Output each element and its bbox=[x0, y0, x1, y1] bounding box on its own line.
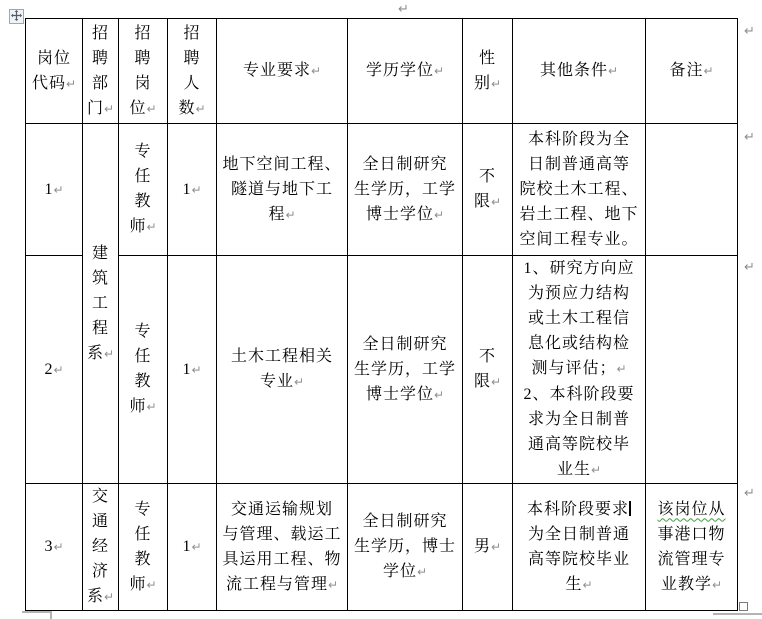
pilcrow-mark: ↵ bbox=[744, 130, 755, 145]
pilcrow-mark: ↵ bbox=[616, 362, 627, 376]
cell-r3-degree[interactable] bbox=[348, 484, 463, 611]
text-cursor bbox=[629, 501, 631, 516]
cell-text: 专 任 教 师↵ bbox=[129, 323, 157, 415]
header-conditions[interactable] bbox=[513, 19, 646, 124]
header-degree-label: 学历学位↵ bbox=[365, 62, 445, 79]
header-gender[interactable] bbox=[463, 19, 513, 124]
pilcrow-mark: ↵ bbox=[490, 375, 502, 389]
header-headcount-label: 招 聘 人 数↵ bbox=[178, 24, 206, 117]
pilcrow-mark: ↵ bbox=[53, 540, 64, 554]
pilcrow-mark: ↵ bbox=[146, 220, 157, 234]
cell-r3-code[interactable] bbox=[26, 484, 83, 611]
pilcrow-mark: ↵ bbox=[433, 64, 445, 78]
pilcrow-mark: ↵ bbox=[195, 101, 206, 116]
pilcrow-mark: ↵ bbox=[433, 387, 445, 402]
cell-r3-position[interactable] bbox=[119, 484, 168, 611]
cell-text: 本科阶段要求 为全日制普通 高等院校毕业 生↵ bbox=[526, 500, 630, 593]
cell-text: 建 筑 工 程 系↵ bbox=[86, 244, 115, 362]
pilcrow-mark: ↵ bbox=[744, 260, 755, 275]
cell-text: 1↵ bbox=[182, 180, 202, 198]
pilcrow-mark: ↵ bbox=[285, 207, 296, 222]
paragraph-mark-above-table bbox=[398, 2, 412, 16]
cell-r1-headcount[interactable] bbox=[168, 124, 217, 256]
end-of-row-mark bbox=[744, 130, 758, 144]
pilcrow-mark: ↵ bbox=[744, 486, 755, 501]
pilcrow-mark: ↵ bbox=[398, 2, 409, 17]
pilcrow-mark: ↵ bbox=[146, 101, 157, 116]
cell-text: 3↵ bbox=[44, 538, 64, 555]
header-code[interactable] bbox=[26, 19, 83, 124]
cell-text: 专 任 教 师↵ bbox=[129, 143, 157, 235]
cell-text: 本科阶段为全 日制普通高等 院校土木工程、 岩土工程、地下 空间工程专业。 bbox=[519, 131, 639, 248]
header-gender-label: 性 别↵ bbox=[473, 49, 502, 92]
cell-r2-conditions[interactable] bbox=[513, 256, 646, 484]
cell-text: 交通运输规划 与管理、载运工 具运用工程、物 流工程与管理↵ bbox=[222, 500, 342, 593]
cell-text-grammar-underline: 该岗位从 bbox=[657, 500, 726, 518]
cutoff-gray-box-bottom-left bbox=[22, 611, 52, 619]
header-position[interactable] bbox=[119, 19, 168, 124]
move-arrows-icon bbox=[11, 8, 22, 26]
header-conditions-label: 其他条件↵ bbox=[539, 62, 619, 79]
cell-r1-major[interactable] bbox=[217, 124, 348, 256]
table-row bbox=[26, 256, 738, 484]
pilcrow-mark: ↵ bbox=[490, 76, 502, 91]
cell-text: 1↵ bbox=[44, 180, 64, 198]
pilcrow-mark: ↵ bbox=[146, 577, 157, 592]
pilcrow-mark: ↵ bbox=[103, 590, 115, 604]
pilcrow-mark: ↵ bbox=[293, 375, 305, 389]
cell-text: 1↵ bbox=[182, 538, 202, 555]
cell-text: 全日制研究 生学历，工学 博士学位↵ bbox=[353, 335, 456, 403]
table-row bbox=[26, 124, 738, 256]
pilcrow-mark: ↵ bbox=[65, 76, 77, 91]
header-code-label: 岗位 代码↵ bbox=[31, 49, 77, 92]
cell-department-merged[interactable] bbox=[83, 124, 119, 484]
pilcrow-mark: ↵ bbox=[327, 577, 339, 592]
pilcrow-mark: ↵ bbox=[191, 540, 202, 554]
pilcrow-mark: ↵ bbox=[146, 400, 157, 414]
header-department-label: 招 聘 部 门↵ bbox=[86, 24, 115, 117]
pilcrow-mark: ↵ bbox=[607, 64, 619, 78]
pilcrow-mark: ↵ bbox=[744, 24, 755, 39]
cell-r3-major[interactable] bbox=[217, 484, 348, 611]
cell-r2-degree[interactable] bbox=[348, 256, 463, 484]
cell-text: 全日制研究 生学历，博士 学位↵ bbox=[353, 513, 456, 580]
header-major[interactable] bbox=[217, 19, 348, 124]
cell-r2-code[interactable] bbox=[26, 256, 83, 484]
pilcrow-mark: ↵ bbox=[490, 195, 502, 209]
header-degree[interactable] bbox=[348, 19, 463, 124]
header-row bbox=[26, 19, 738, 124]
end-of-row-mark bbox=[744, 24, 758, 38]
cell-r3-gender[interactable] bbox=[463, 484, 513, 611]
header-headcount[interactable] bbox=[168, 19, 217, 124]
cell-r2-major[interactable] bbox=[217, 256, 348, 484]
header-position-label: 招 聘 岗 位↵ bbox=[129, 24, 157, 117]
cell-text: 地下空间工程、 隧道与地下工 程↵ bbox=[222, 155, 342, 223]
cell-text: 2↵ bbox=[44, 360, 64, 378]
header-major-label: 专业要求↵ bbox=[242, 62, 322, 79]
table-row bbox=[26, 484, 738, 611]
end-of-row-mark bbox=[744, 260, 758, 274]
cell-text: 男↵ bbox=[473, 538, 502, 555]
cell-text: 全日制研究 生学历，工学 博士学位↵ bbox=[353, 155, 456, 223]
header-department[interactable] bbox=[83, 19, 119, 124]
pilcrow-mark: ↵ bbox=[590, 463, 602, 477]
pilcrow-mark: ↵ bbox=[433, 207, 445, 222]
cell-r3-remarks[interactable] bbox=[646, 484, 738, 611]
cell-text: 不 限↵ bbox=[473, 168, 502, 210]
cell-r3-conditions[interactable] bbox=[513, 484, 646, 611]
pilcrow-mark: ↵ bbox=[711, 577, 723, 592]
pilcrow-mark: ↵ bbox=[310, 64, 322, 78]
pilcrow-mark: ↵ bbox=[103, 101, 115, 116]
cell-text: 1↵ bbox=[182, 360, 202, 378]
cell-r2-gender[interactable] bbox=[463, 256, 513, 484]
pilcrow-mark: ↵ bbox=[103, 346, 115, 361]
pilcrow-mark: ↵ bbox=[191, 182, 202, 197]
pilcrow-mark: ↵ bbox=[490, 540, 502, 554]
cell-text: 土木工程相关 专业↵ bbox=[230, 348, 333, 390]
cell-r1-degree[interactable] bbox=[348, 124, 463, 256]
cell-r2-position[interactable] bbox=[119, 256, 168, 484]
header-remarks[interactable] bbox=[646, 19, 738, 124]
cell-r3-department[interactable] bbox=[83, 484, 119, 611]
pilcrow-mark: ↵ bbox=[53, 182, 64, 197]
cell-text: 1、研究方向应 为预应力结构 或土木工程信 息化或结构检 测与评估；↵ 2、本科阶段要 求为全日制普 通高等院校毕 业生↵ bbox=[523, 260, 635, 478]
cell-r1-remarks[interactable] bbox=[646, 124, 738, 256]
cell-text: 专 任 教 师↵ bbox=[129, 500, 157, 593]
pilcrow-mark: ↵ bbox=[582, 577, 593, 592]
cell-r1-conditions[interactable] bbox=[513, 124, 646, 256]
cell-text: 不 限↵ bbox=[473, 348, 502, 390]
cell-r2-remarks[interactable] bbox=[646, 256, 738, 484]
pilcrow-mark: ↵ bbox=[53, 362, 64, 377]
cell-text: 事港口物 流管理专 业教学↵ bbox=[657, 525, 726, 593]
cutoff-gray-line-bottom-right bbox=[713, 613, 762, 619]
table-resize-handle[interactable] bbox=[739, 602, 748, 611]
cell-text: 交 通 经 济 系↵ bbox=[86, 488, 115, 605]
cell-r1-gender[interactable] bbox=[463, 124, 513, 256]
cell-r1-code[interactable] bbox=[26, 124, 83, 256]
table-move-handle[interactable] bbox=[9, 9, 24, 24]
cell-r2-headcount[interactable] bbox=[168, 256, 217, 484]
header-remarks-label: 备注↵ bbox=[669, 62, 714, 79]
end-of-row-mark bbox=[744, 486, 758, 500]
pilcrow-mark: ↵ bbox=[416, 565, 428, 579]
pilcrow-mark: ↵ bbox=[703, 64, 714, 78]
cell-r3-headcount[interactable] bbox=[168, 484, 217, 611]
recruitment-table bbox=[25, 18, 738, 611]
pilcrow-mark: ↵ bbox=[191, 362, 202, 377]
cell-r1-position[interactable] bbox=[119, 124, 168, 256]
